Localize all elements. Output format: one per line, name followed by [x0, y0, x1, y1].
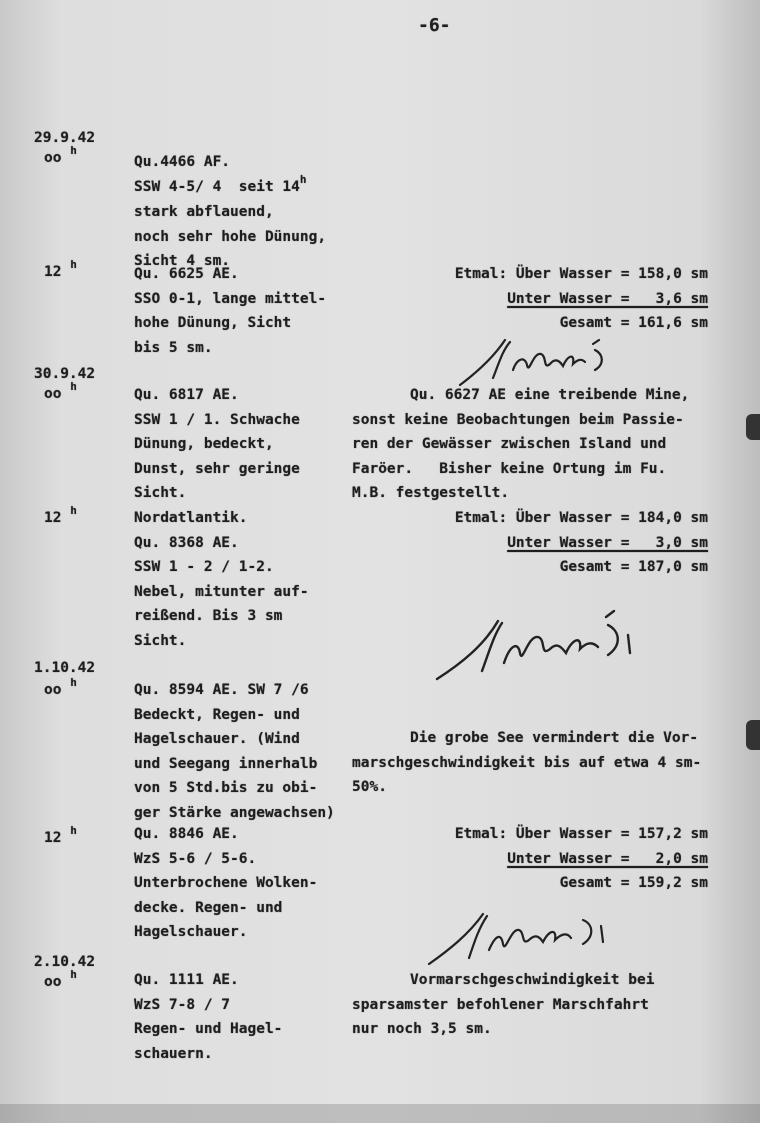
location-weather-block	[134, 968, 282, 1066]
weather-line: Bedeckt, Regen- und	[134, 706, 300, 723]
time-label: 12 $^h$	[44, 824, 77, 846]
weather-line: Hagelschauer. (Wind	[134, 731, 300, 747]
weather-line: Dunst, sehr geringe	[134, 460, 300, 477]
weather-line: bis 5 sm.	[134, 339, 213, 356]
date-29-9-42: 29.9.42	[34, 130, 96, 146]
weather-line: noch sehr hohe Dünung,	[134, 228, 327, 245]
etmal-submerged: Unter Wasser = 2,0 sm	[507, 850, 708, 867]
page-number: -6-	[418, 15, 451, 36]
etmal-surface: Etmal: Über Wasser = 157,2 sm	[454, 826, 708, 842]
remark-line: nur noch 3,5 sm.	[352, 1021, 492, 1037]
bottom-shadow	[0, 1104, 760, 1123]
weather-line: Regen- und Hagel-	[134, 1021, 283, 1037]
weather-line: von 5 Std.bis zu obi-	[134, 780, 318, 796]
wind-line: SSW 1 - 2 / 1-2.	[134, 559, 274, 575]
time-label: 12 $^h$	[44, 258, 77, 280]
remark-line: Die grobe See vermindert die Vor-	[410, 730, 699, 746]
wind-line: WzS 7-8 / 7	[134, 996, 231, 1013]
weather-line: und Seegang innerhalb	[134, 755, 318, 772]
etmal-submerged: Unter Wasser = 3,0 sm	[507, 534, 708, 551]
date-1-10-42: 1.10.42	[34, 660, 96, 676]
wind-line: WzS 5-6 / 5-6.	[134, 850, 257, 867]
position-line: Qu. 8846 AE.	[134, 826, 239, 842]
location-weather-block	[134, 678, 335, 825]
weather-line: SSW 1 / 1. Schwache	[134, 411, 300, 428]
weather-line: SSO 0-1, lange mittel-	[134, 290, 327, 307]
remarks-block	[352, 726, 701, 800]
weather-line: Sicht 4 sm.	[134, 253, 231, 269]
etmal-surface: Etmal: Über Wasser = 184,0 sm	[454, 510, 708, 526]
weather-line: Hagelschauer.	[134, 924, 248, 940]
weather-line: ger Stärke angewachsen)	[134, 804, 335, 821]
etmal-block	[455, 506, 708, 580]
remarks-block	[352, 383, 689, 506]
date-30-9-42: 30.9.42	[34, 366, 96, 382]
weather-line: stark abflauend,	[134, 204, 274, 220]
position-line: Qu. 1111 AE.	[134, 972, 239, 988]
scan-edge-mark	[746, 720, 760, 750]
weather-line: Sicht.	[134, 632, 187, 649]
time-label: oo $^h$	[44, 380, 77, 402]
remarks-block	[352, 968, 654, 1042]
etmal-block	[455, 822, 708, 896]
region-line: Nordatlantik.	[134, 510, 248, 526]
remark-line: 50%.	[352, 779, 387, 795]
location-weather-block	[134, 506, 309, 653]
time-label: 12 $^h$	[44, 504, 77, 526]
etmal-block	[455, 262, 708, 336]
time-label: oo $^h$	[44, 968, 77, 990]
weather-line: decke. Regen- und	[134, 899, 283, 916]
weather-line: schauern.	[134, 1045, 213, 1062]
weather-line: Unterbrochene Wolken-	[134, 875, 318, 891]
remark-line: Qu. 6627 AE eine treibende Mine,	[410, 387, 690, 403]
location-weather-block	[134, 262, 326, 360]
time-label: oo $^h$	[44, 676, 77, 698]
commander-signature	[432, 605, 662, 685]
etmal-submerged: Unter Wasser = 3,6 sm	[507, 290, 708, 307]
weather-line: Sicht.	[134, 485, 187, 501]
date-2-10-42: 2.10.42	[34, 954, 96, 970]
commander-signature	[455, 330, 630, 390]
remark-line: marschgeschwindigkeit bis auf etwa 4 sm-	[352, 754, 702, 771]
position-line: Qu. 8368 AE.	[134, 534, 239, 551]
wind-line: SSW 4-5/ 4 seit 14$^h$	[134, 172, 307, 195]
etmal-surface: Etmal: Über Wasser = 158,0 sm	[454, 266, 708, 282]
position-line: Qu.4466 AF.	[134, 154, 231, 170]
etmal-total: Gesamt = 187,0 sm	[559, 559, 708, 575]
remark-line: sonst keine Beobachtungen beim Passie-	[352, 411, 684, 428]
weather-line: hohe Dünung, Sicht	[134, 315, 292, 331]
remark-line: sparsamster befohlener Marschfahrt	[352, 996, 649, 1013]
commander-signature	[425, 902, 625, 968]
position-line: Qu. 6625 AE.	[134, 266, 239, 282]
location-weather-block	[134, 150, 326, 274]
time-label: oo $^h$	[44, 144, 77, 166]
weather-line: reißend. Bis 3 sm	[134, 608, 283, 624]
weather-line: Dünung, bedeckt,	[134, 436, 274, 452]
position-line: Qu. 8594 AE. SW 7 /6	[134, 682, 309, 698]
remark-line: M.B. festgestellt.	[352, 485, 510, 501]
location-weather-block	[134, 383, 300, 506]
remark-line: Faröer. Bisher keine Ortung im Fu.	[352, 460, 667, 477]
weather-line: Nebel, mitunter auf-	[134, 583, 309, 600]
scan-edge-mark	[746, 414, 760, 440]
remark-line: ren der Gewässer zwischen Island und	[352, 436, 667, 452]
etmal-total: Gesamt = 161,6 sm	[559, 315, 708, 331]
location-weather-block	[134, 822, 317, 945]
position-line: Qu. 6817 AE.	[134, 387, 239, 403]
etmal-total: Gesamt = 159,2 sm	[559, 875, 708, 891]
remark-line: Vormarschgeschwindigkeit bei	[410, 972, 655, 988]
